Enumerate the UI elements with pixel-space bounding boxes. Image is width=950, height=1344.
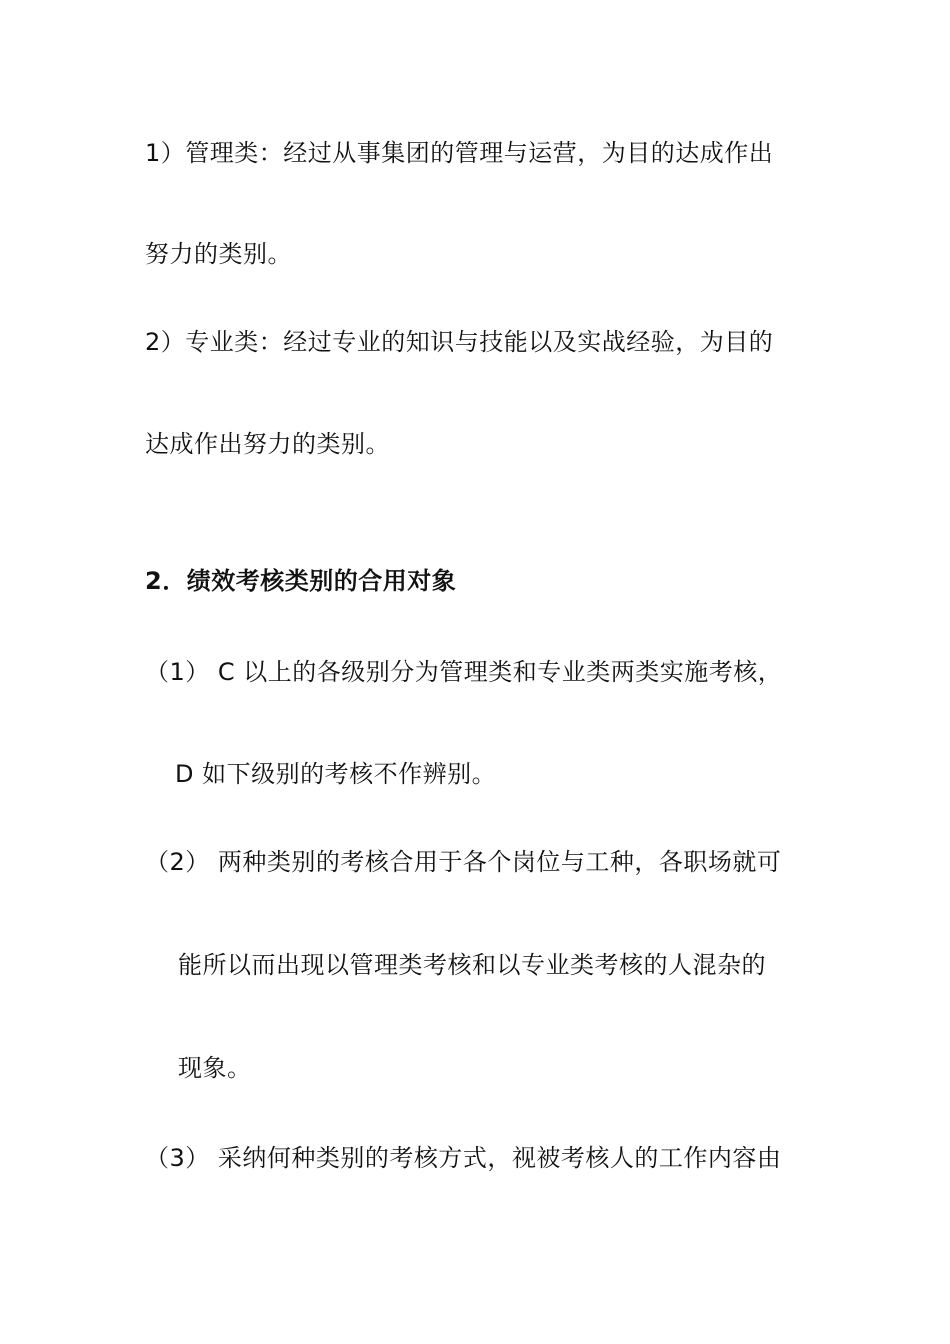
list-item-2-line2: 能所以而出现以管理类考核和以专业类考核的人混杂的 [178,951,766,979]
section-heading: 2．绩效考核类别的合用对象 [145,567,457,595]
paragraph-management-line1: 1）管理类：经过从事集团的管理与运营，为目的达成作出 [145,139,774,167]
list-item-2-line3: 现象。 [178,1054,252,1082]
list-item-1-line1: （1） C 以上的各级别分为管理类和专业类两类实施考核， [145,658,783,686]
paragraph-management-line2: 努力的类别。 [145,240,292,268]
list-item-2-line1: （2） 两种类别的考核合用于各个岗位与工种，各职场就可 [145,848,782,876]
paragraph-professional-line2: 达成作出努力的类别。 [145,430,390,458]
list-item-1-line2: D 如下级别的考核不作辨别。 [175,760,497,788]
list-item-3-line1: （3） 采纳何种类别的考核方式，视被考核人的工作内容由 [145,1144,782,1172]
paragraph-professional-line1: 2）专业类：经过专业的知识与技能以及实战经验，为目的 [145,328,774,356]
